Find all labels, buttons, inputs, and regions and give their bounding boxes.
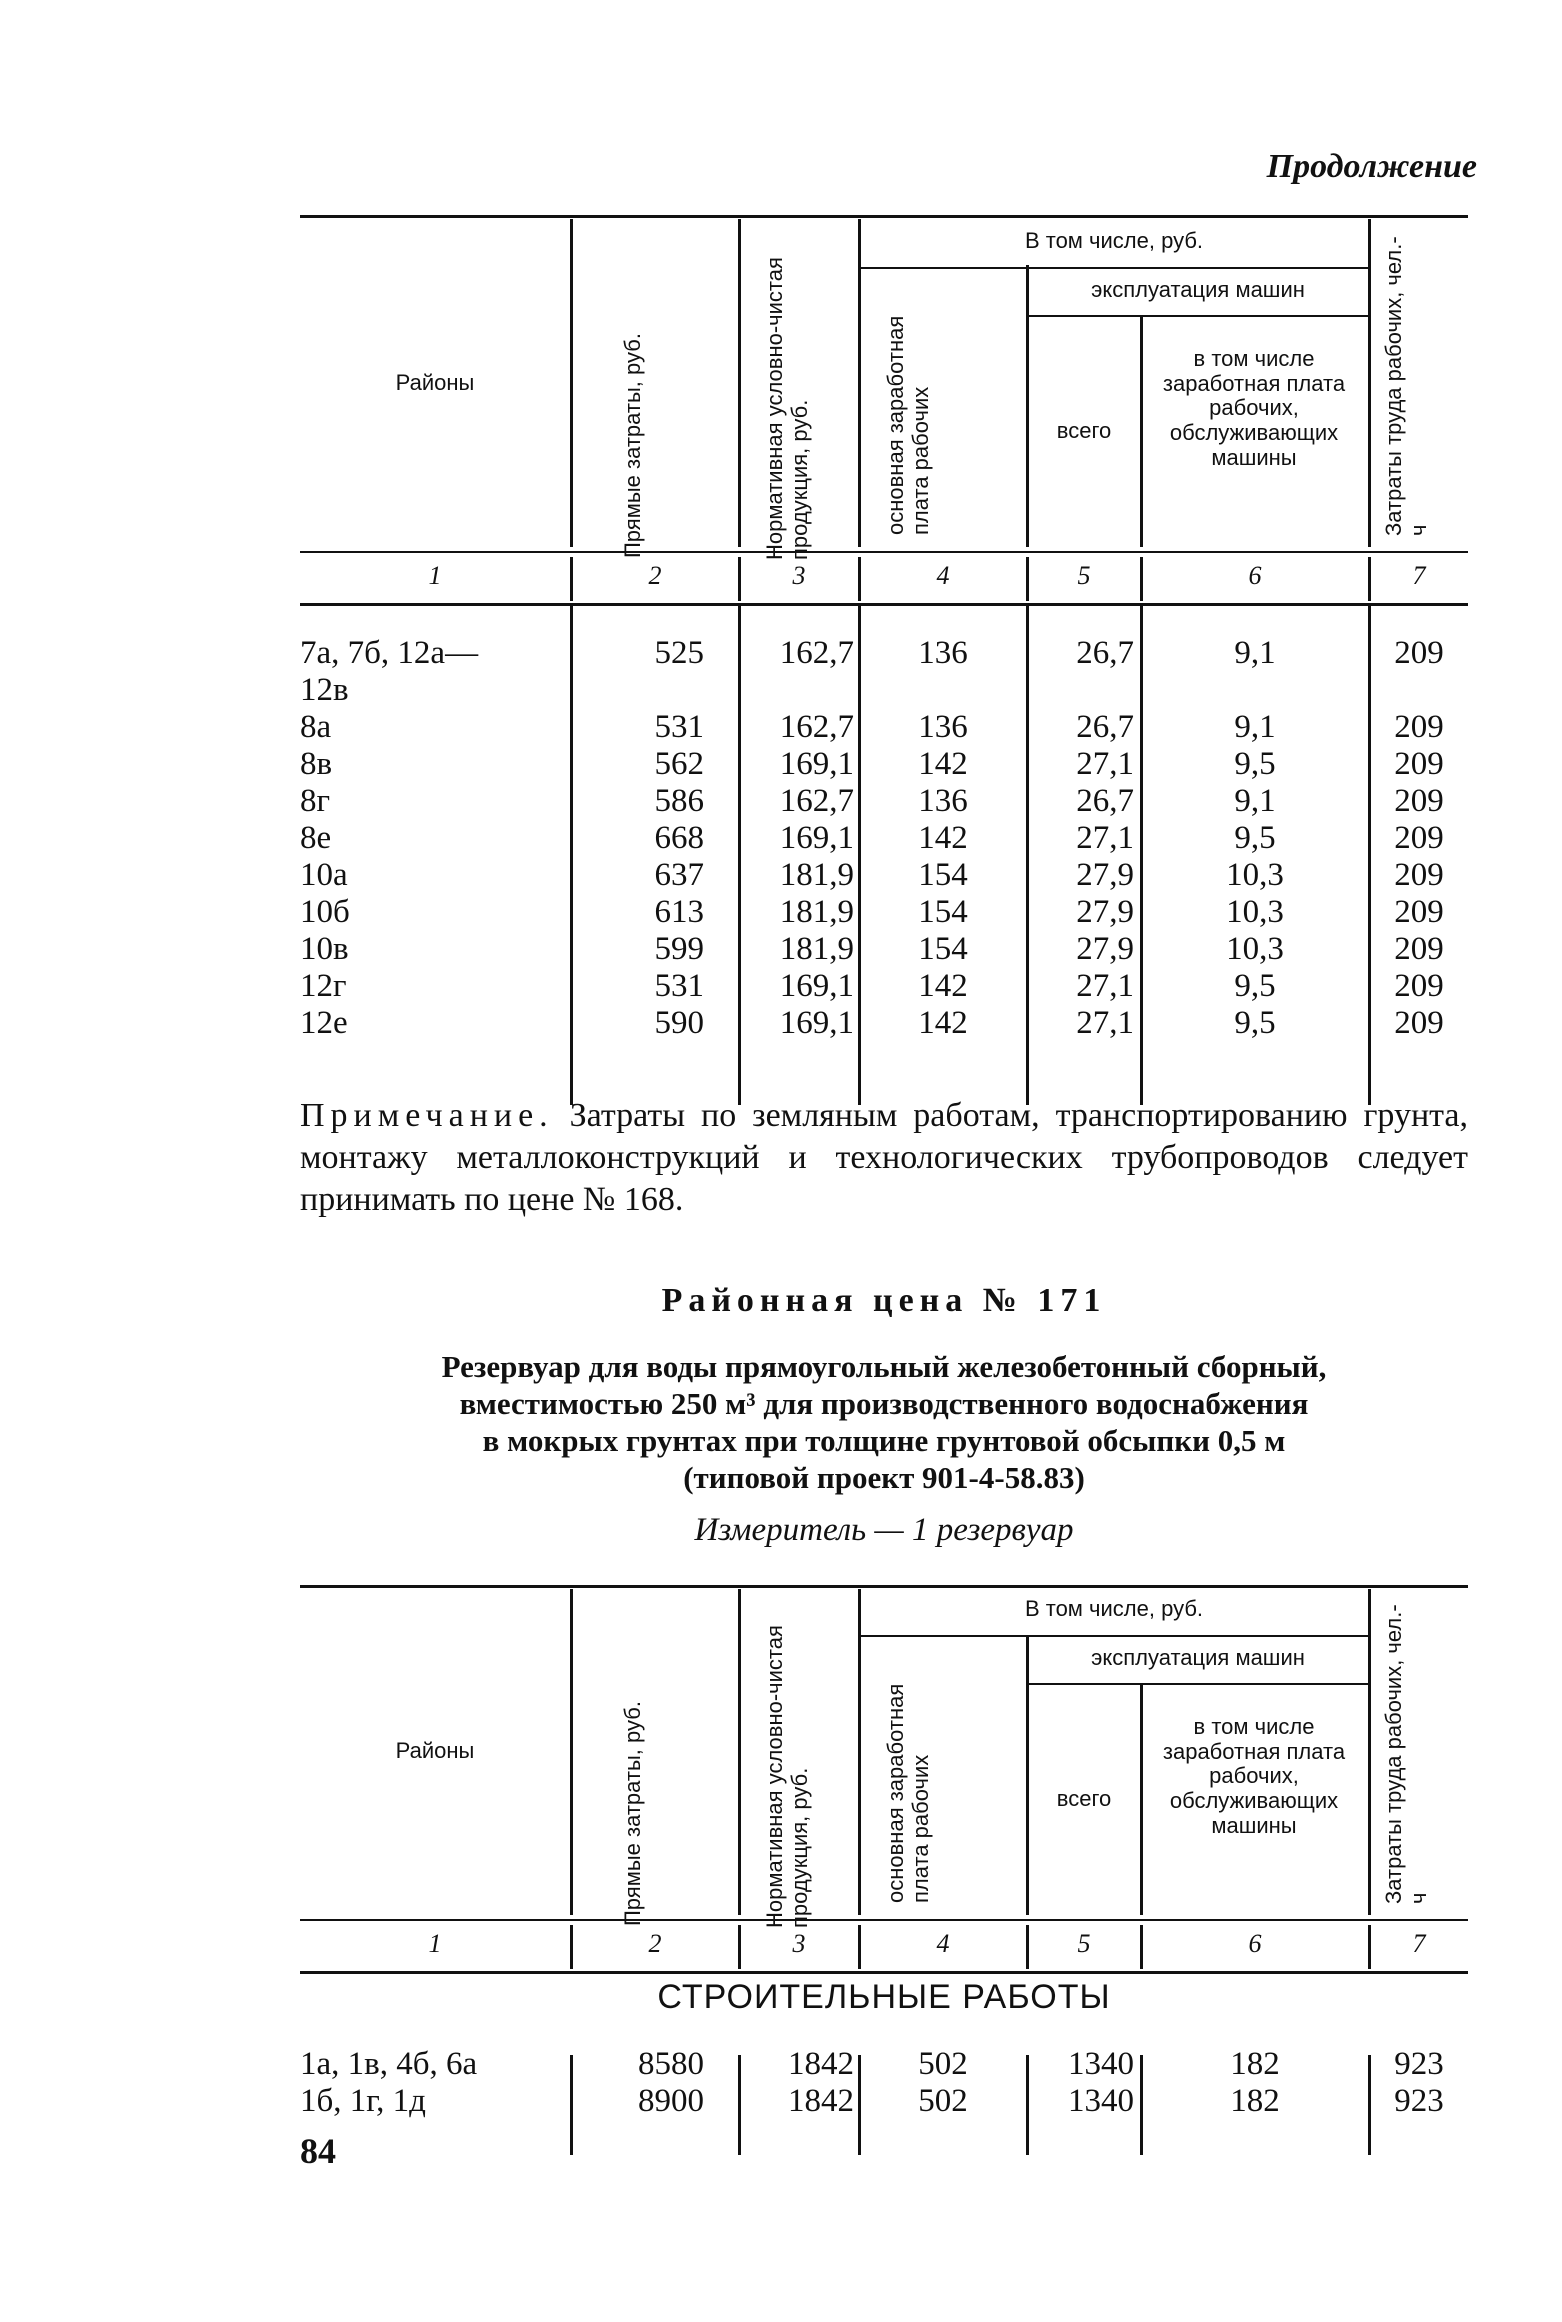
value-cell: 182 bbox=[1230, 2046, 1280, 2082]
region-cell: 8е bbox=[300, 820, 332, 856]
value-cell: 531 bbox=[654, 968, 704, 1004]
value-cell: 27,1 bbox=[1076, 968, 1134, 1004]
value-cell: 9,5 bbox=[1234, 746, 1276, 782]
value-cell: 10,3 bbox=[1226, 894, 1284, 930]
header-incl-wage-operators: в том числе заработная плата рабочих, обслуживающих машины bbox=[1162, 346, 1346, 470]
value-cell: 182 bbox=[1230, 2083, 1280, 2119]
header-direct-costs: Прямые затраты, руб. bbox=[620, 1701, 645, 1926]
value-cell: 142 bbox=[918, 968, 968, 1004]
header-rule bbox=[300, 551, 1468, 553]
value-cell: 9,1 bbox=[1234, 635, 1276, 671]
region-cell: 7а, 7б, 12а— bbox=[300, 635, 479, 671]
value-cell: 209 bbox=[1394, 709, 1444, 745]
value-cell: 613 bbox=[654, 894, 704, 930]
header-incl-wage-operators: в том числе заработная плата рабочих, обслуживающих машины bbox=[1162, 1714, 1346, 1838]
value-cell: 1340 bbox=[1068, 2046, 1134, 2082]
header-regions: Районы bbox=[395, 370, 475, 395]
value-cell: 9,5 bbox=[1234, 968, 1276, 1004]
value-cell: 136 bbox=[918, 635, 968, 671]
value-cell: 668 bbox=[654, 820, 704, 856]
value-cell: 923 bbox=[1394, 2046, 1444, 2082]
value-cell: 209 bbox=[1394, 931, 1444, 967]
value-cell: 923 bbox=[1394, 2083, 1444, 2119]
value-cell: 209 bbox=[1394, 894, 1444, 930]
section-title: СТРОИТЕЛЬНЫЕ РАБОТЫ bbox=[657, 1978, 1111, 2016]
value-cell: 162,7 bbox=[779, 783, 854, 819]
value-cell: 1842 bbox=[788, 2083, 854, 2119]
value-cell: 169,1 bbox=[779, 746, 854, 782]
value-cell: 27,9 bbox=[1076, 894, 1134, 930]
price-table-1: Районы В том числе, руб. эксплуатация машин всего в том числе заработная плата рабочих, обслуживающих машины Прямые затраты, руб. Нормативная условно-чистая продукция, руб. основная заработная плата рабочих Затраты труда рабочих, чел.-ч 1 2 3 4 5 6 7 bbox=[300, 215, 1468, 1085]
value-cell: 142 bbox=[918, 820, 968, 856]
value-cell: 209 bbox=[1394, 783, 1444, 819]
value-cell: 502 bbox=[918, 2046, 968, 2082]
value-cell: 169,1 bbox=[779, 968, 854, 1004]
value-cell: 154 bbox=[918, 894, 968, 930]
value-cell: 181,9 bbox=[779, 857, 854, 893]
value-cell: 136 bbox=[918, 783, 968, 819]
header-machine-operation: эксплуатация машин bbox=[1091, 277, 1305, 302]
value-cell: 181,9 bbox=[779, 931, 854, 967]
value-cell: 26,7 bbox=[1076, 635, 1134, 671]
header-direct-costs: Прямые затраты, руб. bbox=[620, 333, 645, 558]
value-cell: 142 bbox=[918, 746, 968, 782]
value-cell: 209 bbox=[1394, 1005, 1444, 1041]
value-cell: 8580 bbox=[638, 2046, 704, 2082]
value-cell: 209 bbox=[1394, 820, 1444, 856]
value-cell: 562 bbox=[654, 746, 704, 782]
value-cell: 502 bbox=[918, 2083, 968, 2119]
value-cell: 27,1 bbox=[1076, 1005, 1134, 1041]
value-cell: 1842 bbox=[788, 2046, 854, 2082]
region-cell: 1а, 1в, 4б, 6а bbox=[300, 2046, 478, 2082]
page-number: 84 bbox=[300, 2131, 336, 2171]
value-cell: 9,5 bbox=[1234, 820, 1276, 856]
region-cell: 12е bbox=[300, 1005, 348, 1041]
value-cell: 27,9 bbox=[1076, 857, 1134, 893]
header-total: всего bbox=[1056, 418, 1112, 443]
value-cell: 26,7 bbox=[1076, 709, 1134, 745]
value-cell: 27,9 bbox=[1076, 931, 1134, 967]
price-description: Резервуар для воды прямоугольный железобетонный сборный, вместимостью 250 м³ для производственного водоснабжения в мокрых грунтах при толщине грунтовой обсыпки 0,5 м (типовой проект 901-4-58.83) bbox=[441, 1349, 1327, 1495]
value-cell: 10,3 bbox=[1226, 857, 1284, 893]
header-labor-costs: Затраты труда рабочих, чел.-ч bbox=[1381, 236, 1431, 536]
header-normative-net-product: Нормативная условно-чистая продукция, руб. bbox=[762, 1625, 812, 1928]
price-table-2: Районы В том числе, руб. эксплуатация машин всего в том числе заработная плата рабочих, обслуживающих машины Прямые затраты, руб. Нормативная условно-чистая продукция, руб. основная заработная плата рабочих Затраты труда рабочих, чел.-ч 1 2 3 4 5 6 7 bbox=[300, 1585, 1468, 2160]
top-rule bbox=[300, 215, 1468, 218]
value-cell: 590 bbox=[654, 1005, 704, 1041]
value-cell: 162,7 bbox=[779, 635, 854, 671]
value-cell: 142 bbox=[918, 1005, 968, 1041]
value-cell: 9,1 bbox=[1234, 783, 1276, 819]
value-cell: 209 bbox=[1394, 635, 1444, 671]
region-cell: 12г bbox=[300, 968, 347, 1004]
value-cell: 136 bbox=[918, 709, 968, 745]
value-cell: 209 bbox=[1394, 746, 1444, 782]
header-labor-costs: Затраты труда рабочих, чел.-ч bbox=[1381, 1604, 1431, 1904]
value-cell: 169,1 bbox=[779, 820, 854, 856]
value-cell: 209 bbox=[1394, 968, 1444, 1004]
value-cell: 154 bbox=[918, 857, 968, 893]
region-cell: 10в bbox=[300, 931, 349, 967]
value-cell: 8900 bbox=[638, 2083, 704, 2119]
header-machine-operation: эксплуатация машин bbox=[1091, 1645, 1305, 1670]
value-cell: 586 bbox=[654, 783, 704, 819]
measure-unit: Измеритель — 1 резервуар bbox=[694, 1512, 1074, 1548]
value-cell: 9,5 bbox=[1234, 1005, 1276, 1041]
region-cell: 1б, 1г, 1д bbox=[300, 2083, 426, 2119]
numbers-rule bbox=[300, 603, 1468, 606]
value-cell: 531 bbox=[654, 709, 704, 745]
header-total: всего bbox=[1056, 1786, 1112, 1811]
header-including-rub: В том числе, руб. bbox=[1024, 1596, 1204, 1621]
header-normative-net-product: Нормативная условно-чистая продукция, руб. bbox=[762, 257, 812, 560]
value-cell: 27,1 bbox=[1076, 820, 1134, 856]
region-cell: 8а bbox=[300, 709, 332, 745]
value-cell: 162,7 bbox=[779, 709, 854, 745]
header-regions: Районы bbox=[395, 1738, 475, 1763]
region-cell: 10а bbox=[300, 857, 348, 893]
value-cell: 169,1 bbox=[779, 1005, 854, 1041]
value-cell: 181,9 bbox=[779, 894, 854, 930]
value-cell: 1340 bbox=[1068, 2083, 1134, 2119]
region-cell-continued: 12в bbox=[300, 672, 349, 708]
value-cell: 26,7 bbox=[1076, 783, 1134, 819]
price-title: Районная цена № 171 bbox=[661, 1282, 1107, 1319]
header-including-rub: В том числе, руб. bbox=[1024, 228, 1204, 253]
value-cell: 637 bbox=[654, 857, 704, 893]
region-cell: 8г bbox=[300, 783, 331, 819]
header-base-wage: основная заработная плата рабочих bbox=[883, 1683, 933, 1903]
value-cell: 525 bbox=[654, 635, 704, 671]
region-cell: 10б bbox=[300, 894, 350, 930]
value-cell: 10,3 bbox=[1226, 931, 1284, 967]
value-cell: 599 bbox=[654, 931, 704, 967]
value-cell: 154 bbox=[918, 931, 968, 967]
value-cell: 209 bbox=[1394, 857, 1444, 893]
region-cell: 8в bbox=[300, 746, 333, 782]
value-cell: 27,1 bbox=[1076, 746, 1134, 782]
header-base-wage: основная заработная плата рабочих bbox=[883, 315, 933, 535]
note: Примечание. Затраты по земляным работам, транспортированию грунта, монтажу металлоконструкций и технологических трубопроводов следует принимать по цене № 168. bbox=[300, 1097, 1469, 1218]
continuation-label: Продолжение bbox=[1266, 148, 1477, 185]
value-cell: 9,1 bbox=[1234, 709, 1276, 745]
